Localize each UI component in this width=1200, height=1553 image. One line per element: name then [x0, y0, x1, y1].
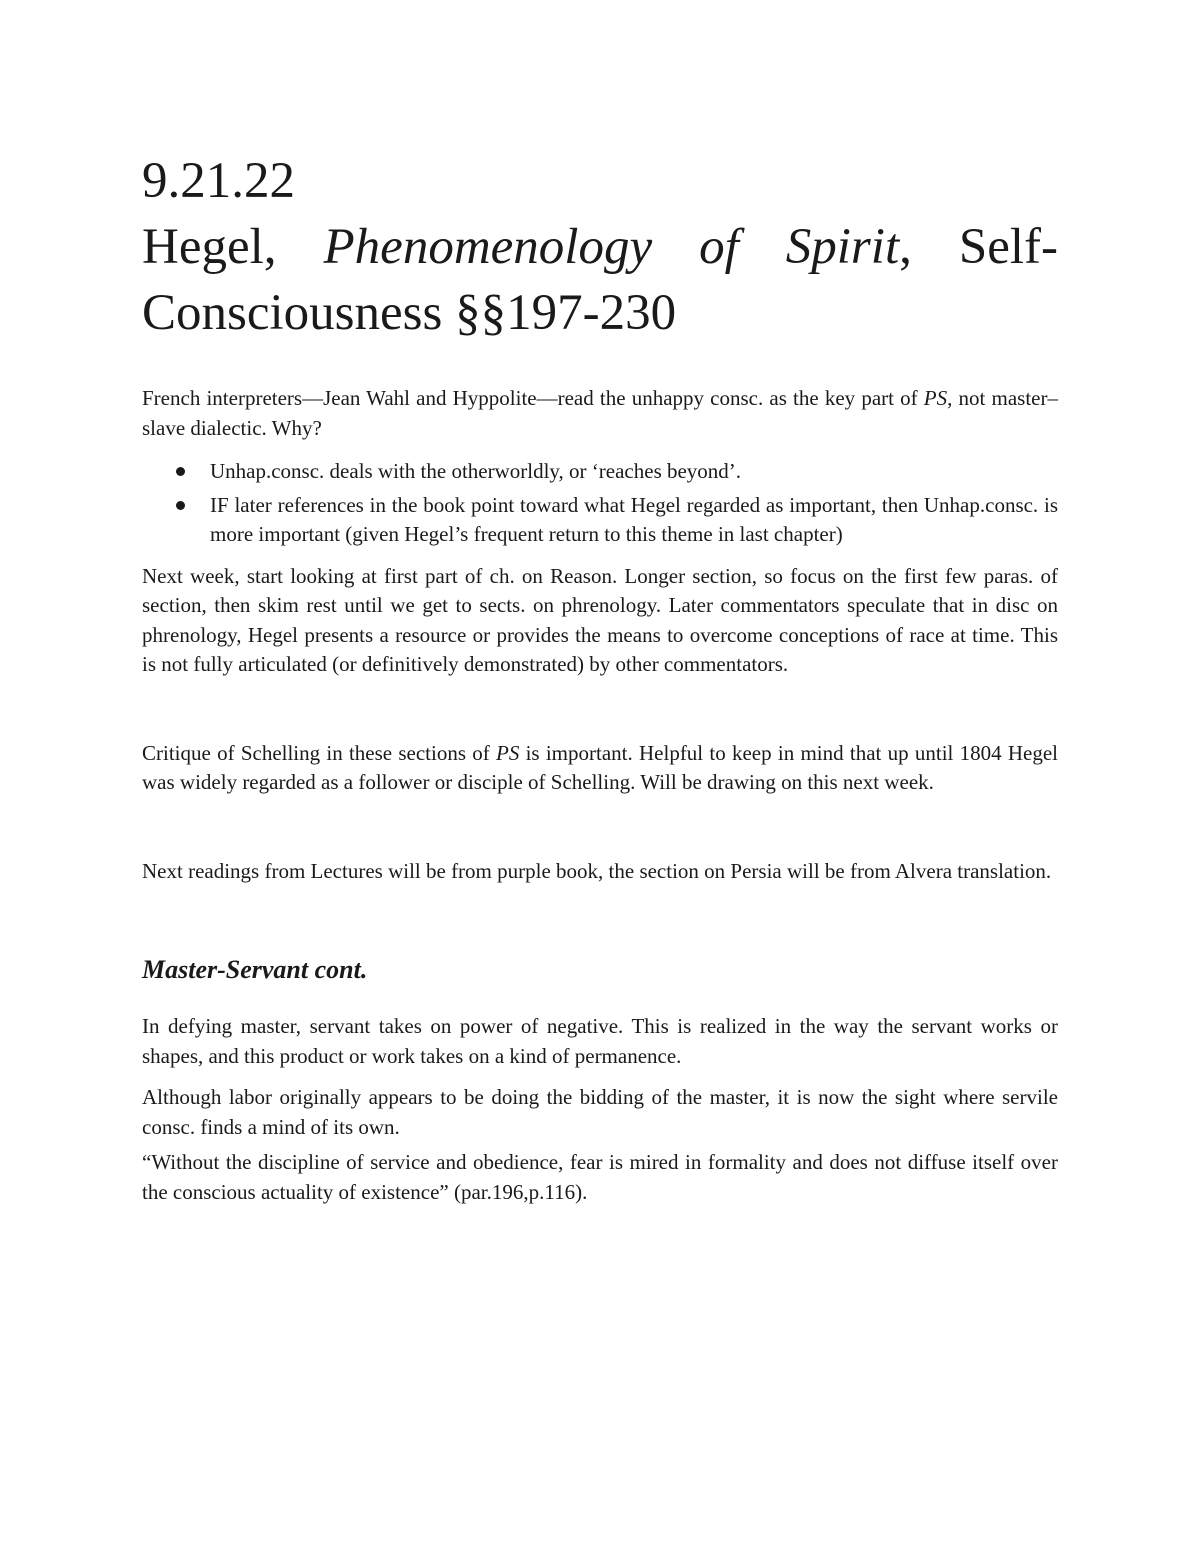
- bullet-icon: [176, 501, 185, 510]
- critique-ps: PS: [496, 740, 520, 765]
- section-paragraph-2: Although labor originally appears to be doing the bidding of the master, it is now the sight where servile consc. finds a mind of its own.: [142, 1085, 1058, 1139]
- readings-paragraph: Next readings from Lectures will be from purple book, the section on Persia will be from Alvera translation.: [142, 858, 1052, 883]
- section-heading: Master-Servant cont.: [142, 955, 368, 984]
- bullet-list: [142, 457, 1058, 550]
- title-spirit-group: [786, 219, 912, 275]
- section-paragraph-1: In defying master, servant takes on power of negative. This is realized in the way the servant works or shapes, and this product or work takes on a kind of permanence.: [142, 1014, 1058, 1068]
- title-spirit: Spirit: [785, 219, 900, 275]
- critique-text-2: is important. Helpful to keep in mind that up until 1804 Hegel was widely regarded as a follower or disciple of Schelling. Will be drawing on this next week.: [142, 740, 1058, 794]
- list-item-text: Unhap.consc. deals with the otherworldly, or ‘reaches beyond’.: [210, 459, 742, 483]
- document-page: [142, 148, 1058, 1219]
- title-self: Self-: [958, 219, 1059, 275]
- quote-paragraph: “Without the discipline of service and obedience, fear is mired in formality and does not diffuse itself over the conscious actuality of existence” (par.196,p.116).: [142, 1150, 1058, 1204]
- list-item: [142, 491, 1058, 550]
- intro-ps: PS: [923, 386, 948, 410]
- critique-text-1: Critique of Schelling in these sections of: [142, 740, 497, 765]
- lecture-date: 9.21.22: [142, 153, 295, 209]
- title-comma: ,: [899, 219, 912, 275]
- title-line-1: [142, 214, 1058, 280]
- bullet-icon: [176, 467, 185, 476]
- next-week-paragraph: Next week, start looking at first part of ch. on Reason. Longer section, so focus on the first few paras. of section, then skim rest until we get to sects. on phrenology. Later commentators speculate that in disc on phrenology, Hegel presents a resource or provides the means to overcome conceptions of race at time. This is not fully articulated (or definitively demonstrated) by other commentators.: [142, 563, 1058, 676]
- title-work: Phenomenology: [323, 219, 653, 275]
- title-author: Hegel,: [142, 219, 277, 275]
- document-title: [142, 148, 1058, 346]
- critique-paragraph: [142, 739, 1058, 798]
- title-line-2: Consciousness §§197-230: [142, 285, 677, 341]
- intro-text-2: , not master–slave dialectic. Why?: [142, 386, 1058, 440]
- title-of: of: [699, 219, 739, 275]
- intro-paragraph: [142, 384, 1058, 443]
- intro-text-1: French interpreters—Jean Wahl and Hyppolite—read the unhappy consc. as the key part of: [142, 386, 924, 410]
- list-item-text: IF later references in the book point toward what Hegel regarded as important, then Unhap.consc. is more important (given Hegel’s frequent return to this theme in last chapter): [210, 492, 1058, 546]
- list-item: [142, 457, 1058, 487]
